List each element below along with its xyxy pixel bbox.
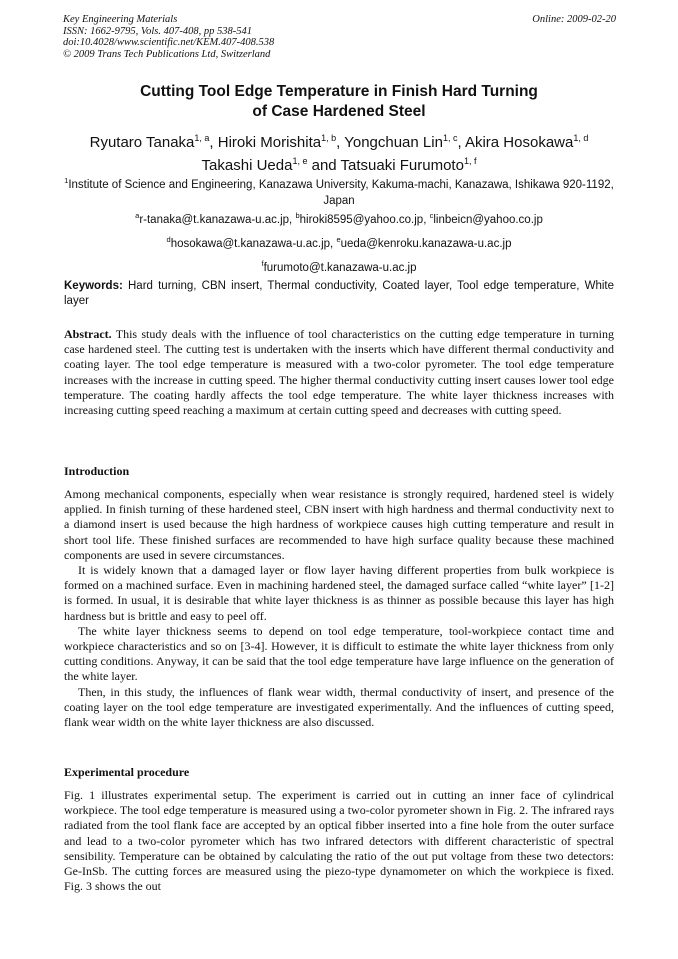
author-name: Ryutaro Tanaka (89, 134, 195, 151)
author-sep: , (336, 134, 345, 151)
keywords (64, 279, 614, 309)
paragraph: Then, in this study, the influences of flank wear width, thermal conductivity of insert, and presence of the coating layer on the tool edge temperature are investigated experimentally. And the influences of cutting speed, flank wear width on the white layer thickness are also discussed. (64, 684, 614, 730)
abstract (64, 327, 614, 418)
author-sup: 1, a (194, 133, 210, 143)
abstract-text: This study deals with the influence of tool characteristics on the cutting edge temperature in turning case hardened steel. The cutting test is undertaken with the inserts which have different thermal conductivity and coating layer. The tool edge temperature is measured with a two-color pyrometer. The tool edge temperature increases with the increase in cutting speed. The higher thermal conductivity cutting insert causes lower tool edge temperature. The coating hardly affects the tool edge temperature. The white layer thickness increases with increasing cutting speed reaching a maximum at certain cutting speed and decreases with cutting speed. (64, 327, 614, 418)
author-sep: and (307, 157, 341, 174)
author-sup: 1, b (321, 133, 337, 143)
paragraph: Among mechanical components, especially when wear resistance is strongly required, hardened steel is widely applied. In finish turning of these hardened steel, CBN insert with high hardness and thermal conductivity next to a diamond insert is used because the high hardness of workpiece causes high cutting temperature and result in short tool life. These finished surfaces are recommended to have high surface quality because these machined components are used in severe circumstances. (64, 487, 614, 562)
affiliation (64, 173, 614, 209)
author-name: Hiroki Morishita (217, 134, 322, 151)
experimental-body (64, 788, 614, 894)
author-sup: 1, c (442, 133, 458, 143)
journal-header (63, 14, 616, 60)
author-list (40, 129, 638, 175)
email-line-2: $^d$hosokawa@t.kanazawa-u.ac.jp, $^e$ueda@kenroku.kanazawa-u.ac.jp (166, 234, 512, 250)
paragraph: It is widely known that a damaged layer or flow layer having different properties from bulk workpiece is formed on a machined surface. Even in machining hardened steel, the damaged surface called “white layer” [1-2] is formed. In usual, it is desirable that white layer thickness is as thinner as possible because this layer has high hardness but is brittle and easy to peel off. (64, 563, 614, 623)
email-f[interactable]: furumoto@t.kanazawa-u.ac.jp (263, 261, 417, 274)
experimental-heading: Experimental procedure (64, 765, 190, 779)
author-name: Akira Hosokawa (464, 134, 574, 151)
copyright-line: © 2009 Trans Tech Publications Ltd, Switzerland (63, 48, 271, 60)
author-line-2 (40, 152, 638, 175)
email-d[interactable]: hosokawa@t.kanazawa-u.ac.jp, (170, 237, 334, 250)
author-name: Yongchuan Lin (344, 134, 443, 151)
introduction-body (64, 487, 614, 730)
email-a[interactable]: r-tanaka@t.kanazawa-u.ac.jp, (139, 213, 293, 226)
email-list (64, 206, 614, 277)
paragraph: Fig. 1 illustrates experimental setup. The experiment is carried out in cutting an inner face of cylindrical workpiece. The tool edge temperature is measured using a two-color pyrometer shown in Fig. 2. The infrared rays radiated from the tool flank face are accepted by an optical fibber inserted into a fine hole from the outer surface and lead to a two-color pyrometer which has two infrared detectors with different characteristic of spectral sensibility. Temperature can be obtained by calculating the ratio of the out put voltage from these two detectors: Ge-InSb. The cutting forces are measured using the piezo-type dynamometer on which the workpiece is fixed. Fig. 3 shows the out (64, 788, 614, 894)
keywords-text: Hard turning, CBN insert, Thermal conductivity, Coated layer, Tool edge temperature, White layer (64, 280, 614, 307)
email-b[interactable]: hiroki8595@yahoo.co.jp, (299, 213, 427, 226)
author-sep: , (209, 134, 218, 151)
issn-line: ISSN: 1662-9795, Vols. 407-408, pp 538-541 (63, 25, 252, 37)
paragraph: The white layer thickness seems to depend on tool edge temperature, tool-workpiece contact time and workpiece characteristics and so on [3-4]. However, it is difficult to estimate the white layer thickness from only cutting conditions. Anyway, it can be said that the tool edge temperature have large influence on the generation of the white layer. (64, 623, 614, 684)
doi-line: doi:10.4028/www.scientific.net/KEM.407-408.538 (63, 37, 275, 48)
email-line-3: $^f$furumoto@t.kanazawa-u.ac.jp (261, 258, 417, 274)
email-c[interactable]: linbeicn@yahoo.co.jp (433, 213, 543, 226)
affiliation-text: Institute of Science and Engineering, Kanazawa University, Kakuma-machi, Kanazawa, Ishikawa 920-1192, Japan (68, 178, 614, 207)
email-line-1: $^a$r-tanaka@t.kanazawa-u.ac.jp, $^b$hiroki8595@yahoo.co.jp, $^c$linbeicn@yahoo.co.jp (135, 211, 543, 226)
author-sup: 1, f (463, 156, 477, 166)
title-line-1: Cutting Tool Edge Temperature in Finish Hard Turning (140, 83, 538, 100)
journal-name: Key Engineering Materials (63, 14, 178, 25)
abstract-label: Abstract. (64, 327, 112, 341)
keywords-label: Keywords: (64, 280, 123, 292)
affiliation-sup: 1 (64, 176, 69, 185)
author-sep: , (457, 134, 465, 151)
email-e[interactable]: ueda@kenroku.kanazawa-u.ac.jp (340, 237, 512, 250)
paper-title (40, 82, 638, 122)
author-sup: 1, d (573, 133, 589, 143)
author-name: Tatsuaki Furumoto (340, 157, 464, 174)
author-line-1 (40, 129, 638, 152)
author-name: Takashi Ueda (201, 157, 293, 174)
introduction-heading: Introduction (64, 464, 130, 478)
online-date: Online: 2009-02-20 (532, 14, 616, 25)
title-line-2: of Case Hardened Steel (252, 103, 426, 120)
author-sup: 1, e (292, 156, 308, 166)
